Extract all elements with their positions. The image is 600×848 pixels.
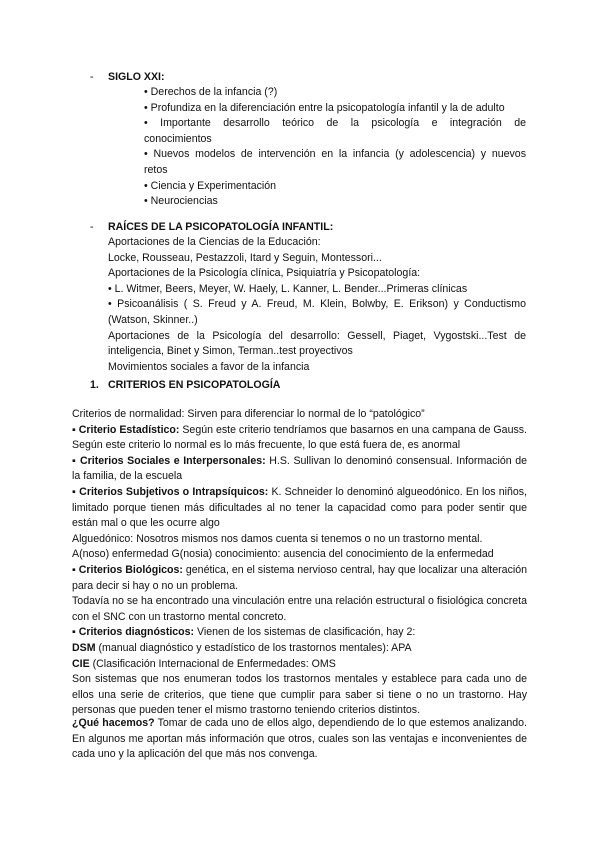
dsm-text: (manual diagnóstico y estadístico de los trastornos mentales): APA (95, 641, 412, 654)
dsm-label: DSM (72, 641, 96, 654)
list-item: • Ciencia y Experimentación (144, 179, 277, 192)
dsm-line (72, 641, 527, 657)
list-item-continuation: conocimientos (144, 132, 212, 145)
paragraph-line: Aportaciones de la Ciencias de la Educación: (108, 236, 321, 248)
criterio-biologicos (72, 563, 527, 594)
alguedonico-line: Alguedónico: Nosotros mismos nos damos cuenta si tenemos o no un trastorno mental. (72, 532, 483, 545)
criterio-text: H.S. Sullivan lo denominó consensual. Información de la familia, de la escuela (72, 454, 527, 483)
criterio-label: ▪ Criterios Sociales e Interpersonales: (72, 454, 266, 467)
cie-text: (Clasificación Internacional de Enfermedades: OMS (89, 657, 336, 670)
list-item-continuation: retos (144, 163, 168, 176)
list-item: • Neurociencias (144, 195, 218, 208)
list-item: • Profundiza en la diferenciación entre la psicopatología infantil y la de adulto (144, 101, 505, 114)
criterio-sociales (72, 454, 527, 485)
criterio-label: ▪ Criterios diagnósticos: (72, 626, 195, 639)
criterio-text: Vienen de los sistemas de clasificación, hay 2: (194, 626, 416, 639)
list-item: • Nuevos modelos de intervención en la infancia (y adolescencia) y nuevos (144, 148, 526, 161)
criterio-label: ▪ Criterio Estadístico: (72, 423, 180, 436)
paragraph-line: inteligencia, Binet y Simon, Terman..test proyectivos (108, 345, 353, 358)
siglo-xxi-list (144, 85, 526, 210)
cie-line (72, 657, 527, 673)
section-title-siglo-xxi: SIGLO XXI: (108, 71, 165, 83)
criterio-label: ▪ Criterios Biológicos: (72, 563, 183, 576)
paragraph-line: Aportaciones de la Psicología del desarrollo: Gessell, Piaget, Vygostski...Test de (108, 329, 526, 342)
list-dash: - (90, 221, 94, 233)
criterios-body (72, 407, 527, 719)
que-hacemos-label: ¿Qué hacemos? (72, 717, 155, 729)
paragraph-line: Aportaciones de la Psicología clínica, Psiquiatría y Psicopatología: (108, 267, 421, 280)
list-dash: - (90, 71, 94, 83)
raices-body (108, 235, 526, 375)
section-title-criterios: CRITERIOS EN PSICOPATOLOGÍA (108, 379, 281, 391)
paragraph-line: Locke, Rousseau, Pestazzoli, Itard y Seguin, Montessori... (108, 251, 382, 264)
section-title-raices: RAÍCES DE LA PSICOPATOLOGÍA INFANTIL: (108, 221, 334, 233)
cie-label: CIE (72, 657, 90, 670)
todavia-paragraph: Todavía no se ha encontrado una vinculación entre una relación estructural o fisiológica concreta con el SNC con un trastorno mental concreto. (72, 595, 527, 623)
criterio-diagnosticos (72, 625, 527, 641)
sistemas-paragraph: Son sistemas que nos enumeran todos los trastornos mentales y establece para cada uno de ellos una serie de criterios, que tiene que cumplir para saber si tiene o no un trastorno. Hay personas que pueden tener el mismo trastorno teniendo criterios distintos. (72, 673, 527, 717)
criterios-intro: Criterios de normalidad: Sirven para diferenciar lo normal de lo “patológico” (72, 408, 425, 420)
criterio-subjetivos (72, 485, 527, 532)
criterio-estadistico (72, 423, 527, 454)
anosognosia-line: A(noso) enfermedad G(nosia) conocimiento: ausencia del conocimiento de la enfermedad (72, 548, 494, 561)
section-number: 1. (90, 379, 99, 391)
list-item: • L. Witmer, Beers, Meyer, W. Haely, L. Kanner, L. Bender...Primeras clínicas (108, 282, 468, 295)
criterio-text: genética, en el sistema nervioso central, hay que localizar una alteración para decir si hay o no un problema. (72, 563, 528, 592)
list-item: • Psicoanálisis ( S. Freud y A. Freud, M. Klein, Bolwby, E. Erikson) y Conductismo (108, 298, 526, 311)
criterio-text: Según este criterio tendríamos que basarnos en una campana de Gauss. Según este criterio lo normal es lo más frecuente, lo que está fuera de, es anormal (72, 423, 527, 452)
que-hacemos-text: Tomar de cada uno de ellos algo, dependiendo de lo que estemos analizando. En algunos me aportan más información que otros, cuales son las ventajas e inconvenientes de cada uno y la aplicación del que más nos convenga. (72, 717, 527, 761)
paragraph-line: Movimientos sociales a favor de la infancia (108, 360, 310, 373)
list-item: • Derechos de la infancia (?) (144, 86, 278, 98)
que-hacemos-paragraph (72, 716, 527, 763)
list-item-continuation: (Watson, Skinner..) (108, 313, 198, 326)
list-item: • Importante desarrollo teórico de la psicología e integración de (144, 117, 526, 130)
criterio-text: K. Schneider lo denominó algueodónico. En los niños, limitado porque tienen más dificultades al no tener la capacidad como para poder sentir que están mal o que les ocurre algo (72, 485, 527, 530)
criterio-label: ▪ Criterios Subjetivos o Intrapsíquicos: (72, 485, 269, 498)
